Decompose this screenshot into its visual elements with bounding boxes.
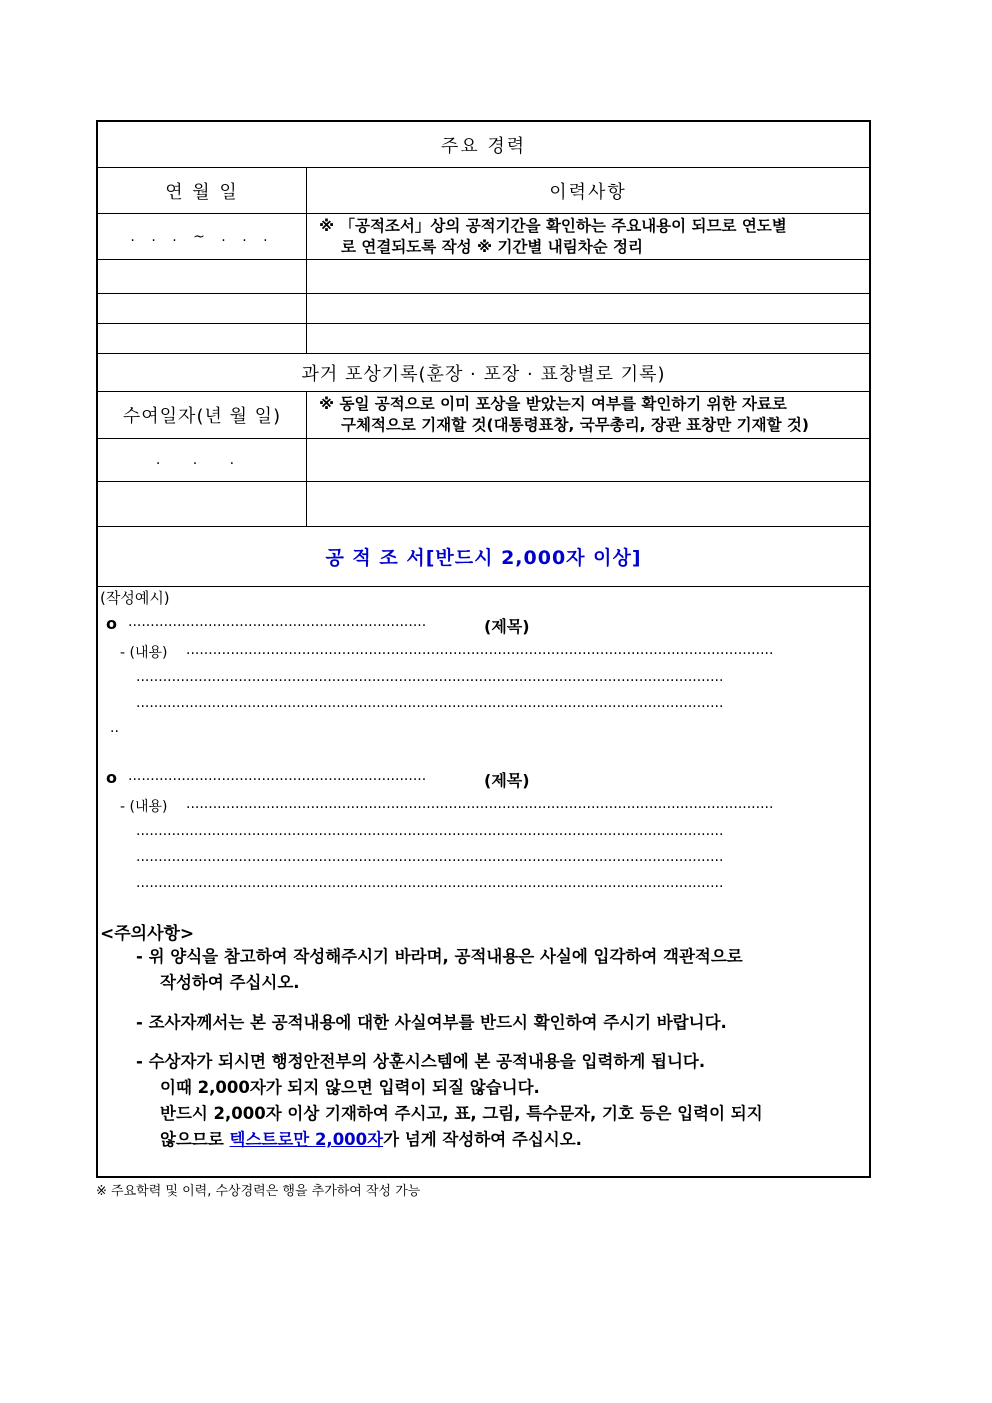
caution-heading: <주의사항>	[100, 924, 195, 944]
career-col-history: 이력사항	[549, 181, 627, 203]
example-label: (작성예시)	[100, 589, 170, 607]
career-title: 주요 경력	[440, 135, 527, 157]
career-row-3[interactable]	[98, 294, 869, 324]
content-dots-2c: ....................................................................................................................................	[136, 849, 724, 865]
caution-item3-line4	[160, 1127, 582, 1153]
title-suffix-2: (제목)	[484, 771, 530, 790]
text-only-link[interactable]: 텍스트로만 2,000자	[229, 1130, 384, 1149]
awards-note	[307, 394, 819, 436]
caution-item3-line3: 반드시 2,000자 이상 기재하여 주시고, 표, 그림, 특수문자, 기호 등은 입력이 되지	[160, 1104, 763, 1123]
career-row-4[interactable]	[98, 324, 869, 354]
content-dots-2b: ....................................................................................................................................	[136, 823, 724, 839]
content-dots-1b: ....................................................................................................................................	[136, 669, 724, 685]
career-col-date: 연 월 일	[165, 181, 239, 203]
awards-row1-date: . . .	[155, 452, 249, 468]
content-dots-1c: ....................................................................................................................................	[136, 695, 724, 711]
awards-row-1[interactable]	[98, 439, 869, 482]
career-row1-note	[307, 216, 797, 258]
content-dots-2d: ....................................................................................................................................	[136, 875, 724, 891]
awards-row-2[interactable]	[98, 482, 869, 527]
caution-item3-line4-post: 가 넘게 작성하여 주십시오.	[383, 1130, 582, 1149]
awards-note-line1: ※ 동일 공적으로 이미 포상을 받았는지 여부를 확인하기 위한 자료로	[319, 395, 787, 413]
career-row1-date[interactable]: . . . ~ . . .	[130, 228, 274, 245]
caution-item1-line2: 작성하여 주십시오.	[160, 973, 300, 992]
career-header-row	[98, 168, 869, 214]
awards-header-row	[98, 392, 869, 439]
awards-title-row	[98, 354, 869, 392]
caution-item3-line4-pre: 않으므로	[160, 1130, 230, 1149]
career-note-line2: 로 연결되도록 작성 ※ 기간별 내림차순 정리	[341, 237, 643, 256]
career-row-1	[98, 214, 869, 260]
merit-title: 공 적 조 서[반드시 2,000자 이상]	[325, 547, 642, 569]
caution-item2: - 조사자께서는 본 공적내용에 대한 사실여부를 반드시 확인하여 주시기 바랍니다.	[136, 1013, 727, 1032]
footnote: ※ 주요학력 및 이력, 수상경력은 행을 추가하여 작성 가능	[96, 1184, 421, 1199]
caution-item3-line1: - 수상자가 되시면 행정안전부의 상훈시스템에 본 공적내용을 입력하게 됩니다.	[136, 1052, 706, 1071]
awards-title: 과거 포상기록(훈장 · 포장 · 표창별로 기록)	[301, 363, 666, 385]
caution-item3-line2: 이때 2,000자가 되지 않으면 입력이 되질 않습니다.	[160, 1078, 540, 1097]
awards-note-line2: 구체적으로 기재할 것(대통령표창, 국무총리, 장관 표창만 기재할 것)	[341, 416, 809, 434]
career-note-line1: ※ 「공적조서」상의 공적기간을 확인하는 주요내용이 되므로 연도별	[319, 216, 787, 235]
content-dots-2a: ....................................................................................................................................	[186, 796, 774, 812]
bullet-2: o	[106, 768, 117, 787]
content-prefix-2: - (내용)	[120, 799, 168, 815]
awards-col-date: 수여일자(년 월 일)	[122, 406, 282, 427]
title-dots-2: ...................................................................	[128, 768, 427, 784]
title-suffix-1: (제목)	[484, 617, 530, 636]
title-dots-1: ...................................................................	[128, 614, 427, 630]
merit-body[interactable]	[98, 587, 869, 1176]
merit-report-form	[96, 120, 871, 1178]
career-row-2[interactable]	[98, 260, 869, 294]
career-title-row	[98, 122, 869, 168]
separator: ..	[110, 720, 119, 736]
caution-item1-line1: - 위 양식을 참고하여 작성해주시기 바라며, 공적내용은 사실에 입각하여 객관적으로	[136, 947, 743, 966]
content-dots-1a: ....................................................................................................................................	[186, 642, 774, 658]
content-prefix-1: - (내용)	[120, 645, 168, 661]
merit-title-row	[98, 527, 869, 587]
bullet-1: o	[106, 614, 117, 633]
